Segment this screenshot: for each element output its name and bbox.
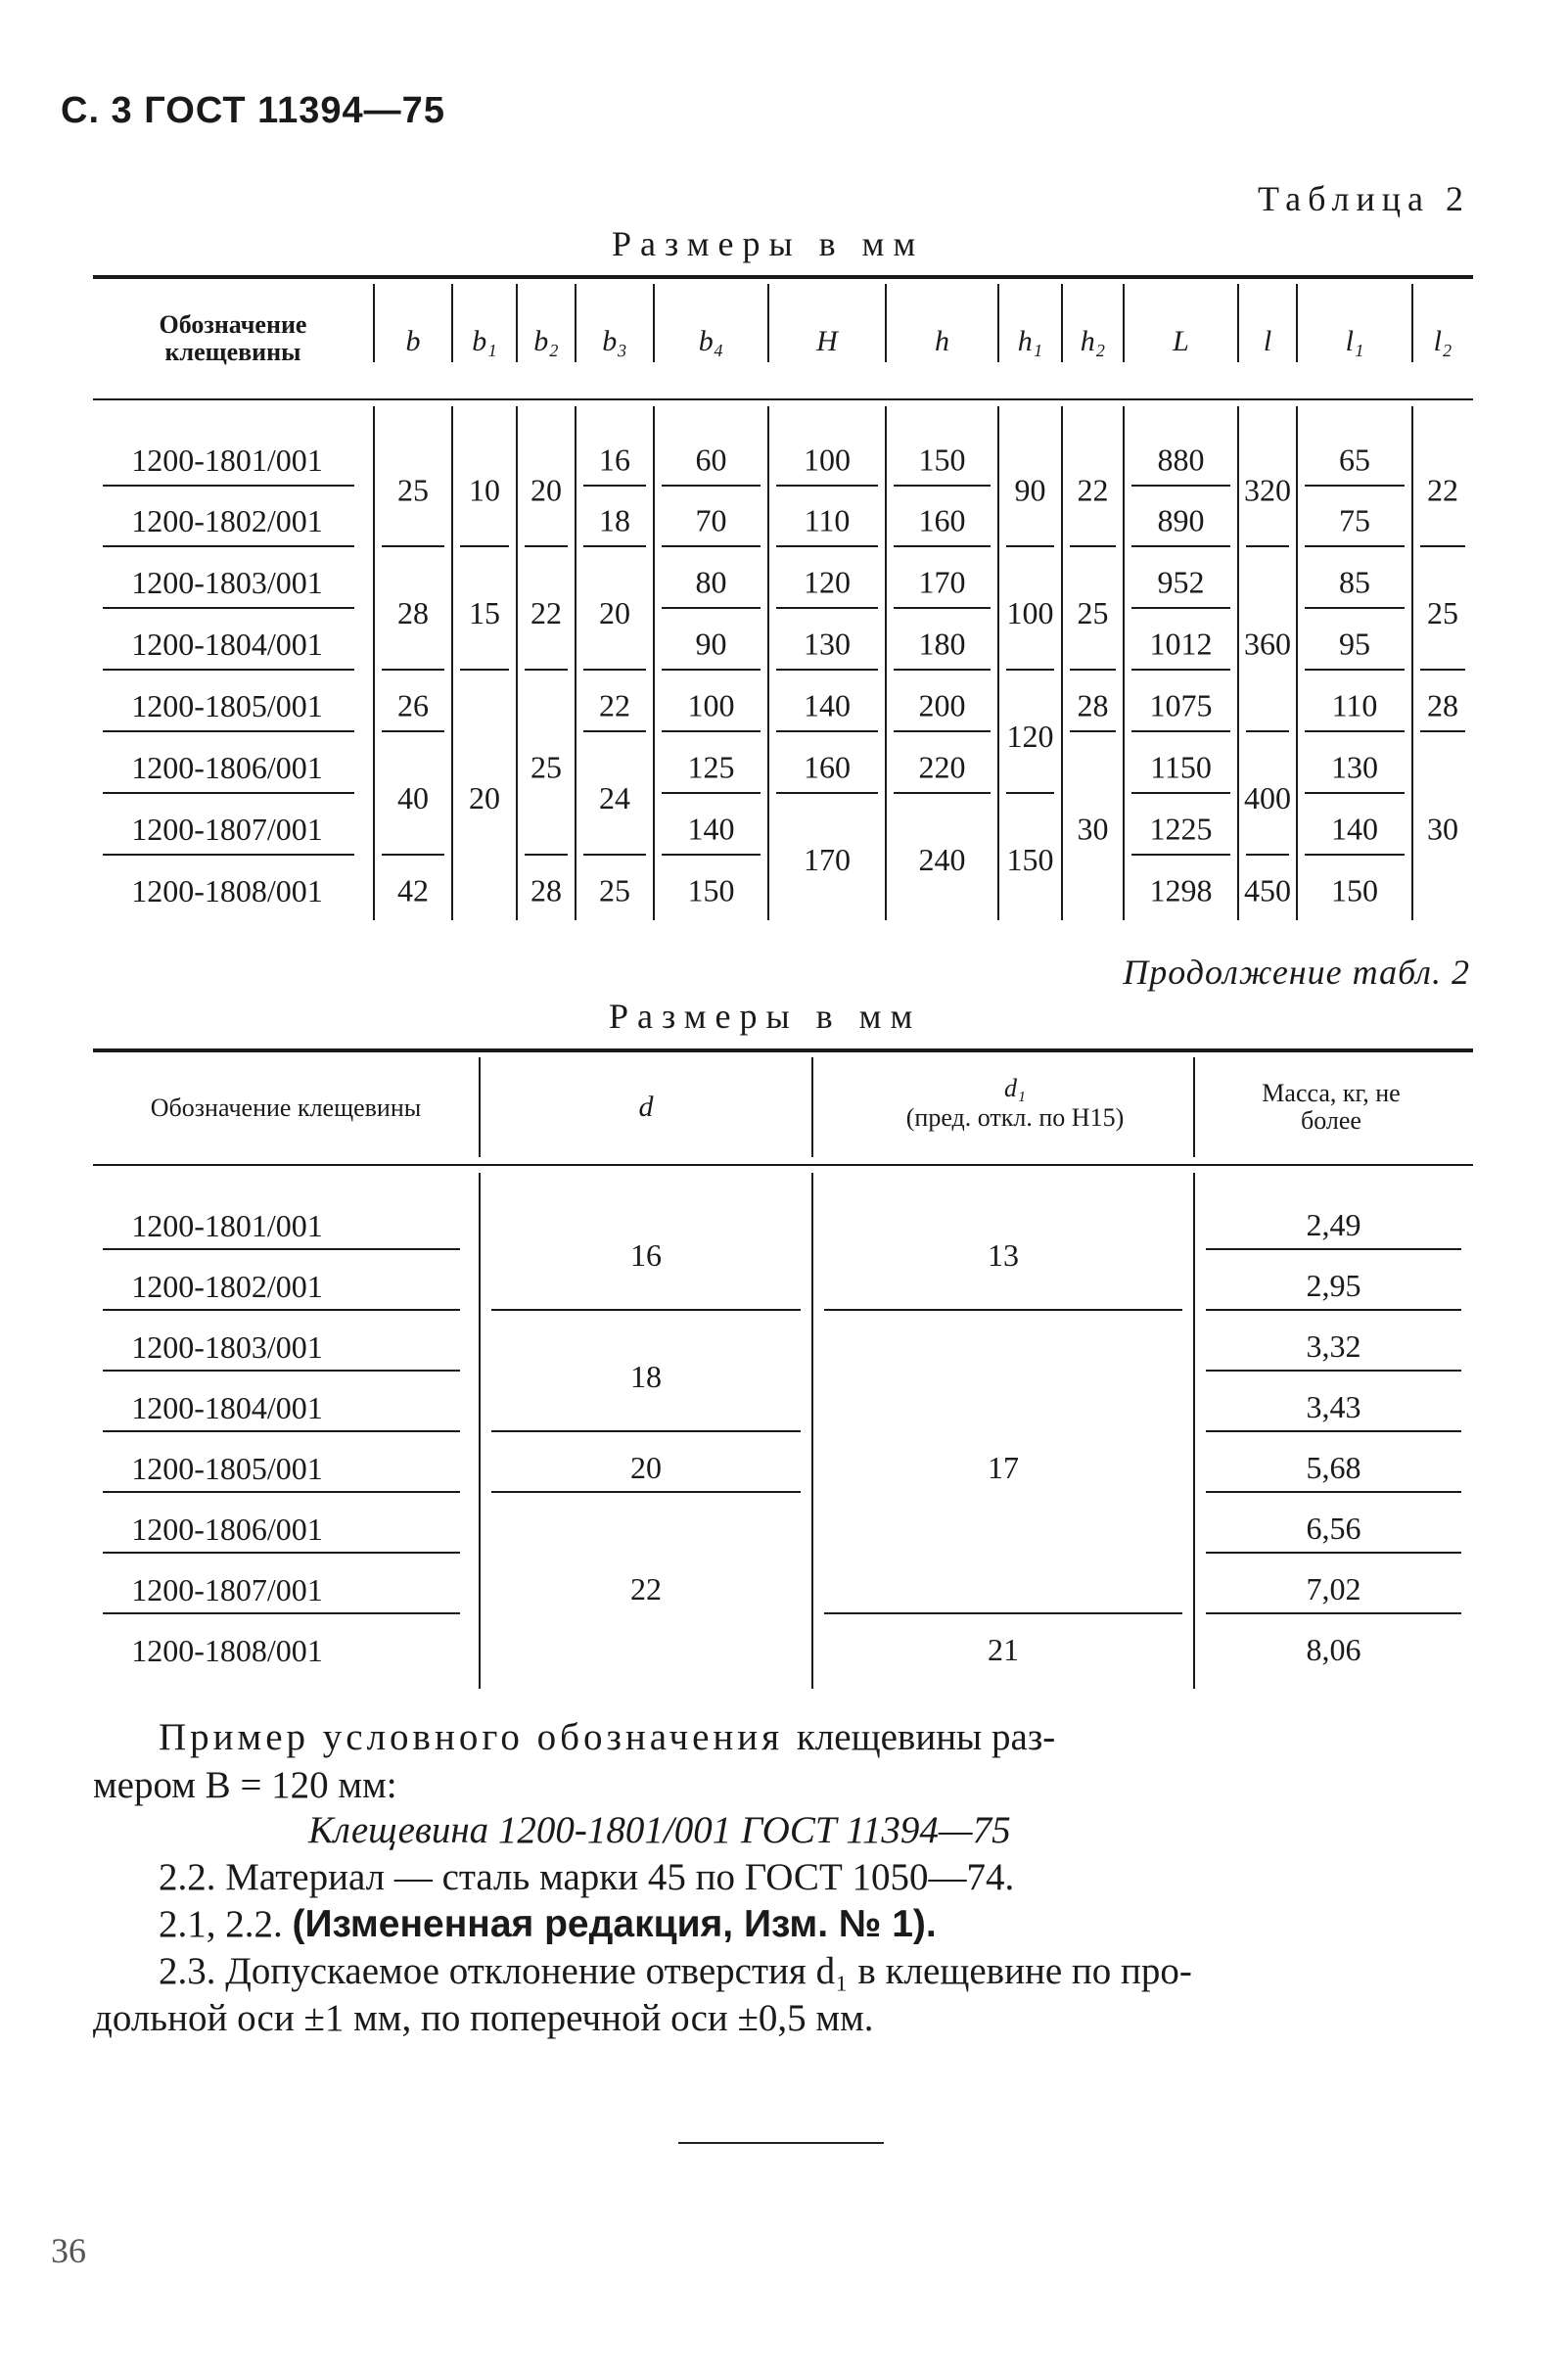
cell-l1: 110 — [1331, 687, 1378, 723]
header-h: h — [935, 325, 949, 357]
designation-example-line1: Пример условного обозначения клещевины раз- — [159, 1716, 1056, 1758]
cell-b4: 140 — [687, 811, 735, 847]
cell-l2: 22 — [1427, 472, 1458, 508]
header-H: H — [816, 325, 838, 357]
cell-h2: 25 — [1077, 595, 1109, 630]
cell-d1: 17 — [988, 1450, 1019, 1485]
cell-b3: 24 — [599, 780, 630, 815]
row-designation: 1200-1805/001 — [131, 1451, 323, 1486]
cell-mass: 6,56 — [1306, 1511, 1361, 1546]
row-designation: 1200-1807/001 — [131, 1572, 323, 1607]
cell-b: 28 — [397, 595, 429, 630]
cell-H: 120 — [804, 564, 851, 600]
cell-b4: 90 — [695, 626, 727, 662]
cell-H: 100 — [804, 442, 851, 478]
cell-l2: 25 — [1427, 595, 1458, 630]
header-mass: более — [1301, 1106, 1361, 1135]
cell-d: 22 — [630, 1571, 662, 1606]
cell-h: 200 — [918, 687, 966, 723]
row-designation: 1200-1808/001 — [131, 1633, 323, 1668]
cell-h: 160 — [918, 502, 966, 538]
header-d1: d₁ — [1003, 1074, 1027, 1102]
cell-l1: 75 — [1339, 502, 1370, 538]
cell-mass: 5,68 — [1306, 1450, 1361, 1485]
cell-h1: 120 — [1006, 719, 1054, 754]
cell-h: 240 — [918, 842, 966, 877]
row-designation: 1200-1802/001 — [131, 1269, 323, 1304]
row-designation: 1200-1805/001 — [131, 688, 323, 723]
header-designation: Обозначение — [159, 310, 307, 339]
cell-h2: 22 — [1077, 472, 1109, 508]
cell-b3: 16 — [599, 442, 630, 478]
paragraph-tolerance-line1: 2.3. Допускаемое отклонение отверстия d₁ в клещевине по про- — [159, 1950, 1192, 1992]
cell-b3: 25 — [599, 872, 630, 908]
table-units-label-continued: Размеры в мм — [609, 997, 922, 1036]
header-b: b — [405, 325, 421, 357]
cell-l1: 85 — [1339, 564, 1370, 600]
cell-h: 170 — [918, 564, 966, 600]
cell-d: 20 — [630, 1450, 662, 1485]
cell-b2: 25 — [530, 749, 562, 785]
header-h1: h₁ — [1017, 325, 1043, 357]
cell-h2: 30 — [1077, 811, 1109, 847]
table-units-label: Размеры в мм — [612, 224, 925, 263]
cell-d: 16 — [630, 1237, 662, 1273]
row-designation: 1200-1804/001 — [131, 1390, 323, 1425]
row-designation: 1200-1808/001 — [131, 873, 323, 908]
cell-mass: 2,95 — [1306, 1268, 1361, 1303]
cell-mass: 7,02 — [1306, 1571, 1361, 1606]
cell-l2: 28 — [1427, 687, 1458, 723]
cell-mass: 3,43 — [1306, 1389, 1361, 1424]
cell-b1: 15 — [469, 595, 500, 630]
cell-mass: 2,49 — [1306, 1207, 1361, 1242]
cell-b4: 125 — [687, 749, 735, 785]
cell-L: 1012 — [1149, 626, 1213, 662]
header-mass: Масса, кг, не — [1262, 1079, 1401, 1107]
cell-h: 180 — [918, 626, 966, 662]
cell-b3: 20 — [599, 595, 630, 630]
header-L: L — [1173, 325, 1189, 357]
header-b1: b₁ — [472, 325, 497, 357]
designation-example: Клещевина 1200-1801/001 ГОСТ 11394—75 — [308, 1809, 1011, 1851]
paragraph-material: 2.2. Материал — сталь марки 45 по ГОСТ 1050—74. — [159, 1856, 1015, 1898]
cell-b3: 22 — [599, 687, 630, 723]
cell-L: 1150 — [1150, 749, 1212, 785]
cell-L: 952 — [1157, 564, 1205, 600]
cell-b2: 20 — [530, 472, 562, 508]
cell-b4: 70 — [695, 502, 727, 538]
row-designation: 1200-1806/001 — [131, 1512, 323, 1547]
cell-l1: 65 — [1339, 442, 1370, 478]
cell-b2: 22 — [530, 595, 562, 630]
cell-b: 25 — [397, 472, 429, 508]
header-b2: b₂ — [533, 325, 559, 357]
row-designation: 1200-1802/001 — [131, 503, 323, 538]
header-h2: h₂ — [1080, 325, 1106, 357]
cell-h1: 90 — [1014, 472, 1046, 508]
cell-h1: 100 — [1006, 595, 1054, 630]
cell-H: 110 — [804, 502, 851, 538]
row-designation: 1200-1804/001 — [131, 627, 323, 662]
cell-b4: 60 — [695, 442, 727, 478]
cell-l1: 95 — [1339, 626, 1370, 662]
cell-b1: 10 — [469, 472, 500, 508]
cell-mass: 8,06 — [1306, 1632, 1361, 1667]
continuation-caption: Продолжение табл. 2 — [1123, 953, 1470, 992]
paragraph-tolerance-line2: дольной оси ±1 мм, по поперечной оси ±0,5 мм. — [93, 1997, 874, 2039]
designation-example-line2: мером B = 120 мм: — [93, 1764, 397, 1806]
header-d: d — [638, 1091, 654, 1123]
cell-b4: 80 — [695, 564, 727, 600]
cell-l1: 140 — [1331, 811, 1378, 847]
cell-d: 18 — [630, 1359, 662, 1394]
header-b3: b₃ — [602, 325, 627, 357]
cell-l: 450 — [1244, 872, 1291, 908]
header-designation: клещевины — [164, 338, 301, 366]
header-l1: l₁ — [1345, 325, 1364, 357]
cell-L: 1225 — [1149, 811, 1213, 847]
cell-b: 42 — [397, 872, 429, 908]
cell-h1: 150 — [1006, 842, 1054, 877]
cell-l2: 30 — [1427, 811, 1458, 847]
footer-rule — [678, 2142, 884, 2144]
paragraph-amendment: 2.1, 2.2. (Измененная редакция, Изм. № 1). — [159, 1903, 937, 1945]
header-l2: l₂ — [1433, 325, 1453, 357]
cell-L: 1298 — [1149, 872, 1213, 908]
row-designation: 1200-1803/001 — [131, 565, 323, 600]
cell-l: 360 — [1244, 626, 1291, 662]
header-designation: Обозначение клещевины — [150, 1094, 422, 1122]
cell-L: 880 — [1157, 442, 1205, 478]
cell-b2: 28 — [530, 872, 562, 908]
row-designation: 1200-1801/001 — [131, 1208, 323, 1243]
cell-b3: 18 — [599, 502, 630, 538]
header-b4: b₄ — [698, 325, 724, 357]
cell-l1: 130 — [1331, 749, 1378, 785]
cell-L: 890 — [1157, 502, 1205, 538]
cell-H: 130 — [804, 626, 851, 662]
header-l: l — [1263, 325, 1272, 357]
header-d1-tolerance: (пред. откл. по H15) — [905, 1103, 1125, 1132]
cell-b4: 100 — [687, 687, 735, 723]
table-caption: Таблица 2 — [1258, 179, 1470, 218]
cell-b: 40 — [397, 780, 429, 815]
cell-l: 400 — [1244, 780, 1291, 815]
cell-h: 220 — [918, 749, 966, 785]
cell-b4: 150 — [687, 872, 735, 908]
cell-b1: 20 — [469, 780, 500, 815]
cell-l1: 150 — [1331, 872, 1378, 908]
row-designation: 1200-1807/001 — [131, 812, 323, 847]
cell-L: 1075 — [1149, 687, 1213, 723]
row-designation: 1200-1806/001 — [131, 750, 323, 785]
cell-l: 320 — [1244, 472, 1291, 508]
row-designation: 1200-1803/001 — [131, 1329, 323, 1365]
page-number: 36 — [51, 2231, 86, 2270]
cell-H: 170 — [804, 842, 851, 877]
cell-H: 160 — [804, 749, 851, 785]
row-designation: 1200-1801/001 — [131, 442, 323, 478]
cell-mass: 3,32 — [1306, 1328, 1361, 1364]
cell-H: 140 — [804, 687, 851, 723]
cell-d1: 13 — [988, 1237, 1019, 1273]
cell-d1: 21 — [988, 1632, 1019, 1667]
page-header: С. 3 ГОСТ 11394—75 — [61, 90, 445, 131]
cell-h: 150 — [918, 442, 966, 478]
cell-b: 26 — [397, 687, 429, 723]
cell-h2: 28 — [1077, 687, 1109, 723]
